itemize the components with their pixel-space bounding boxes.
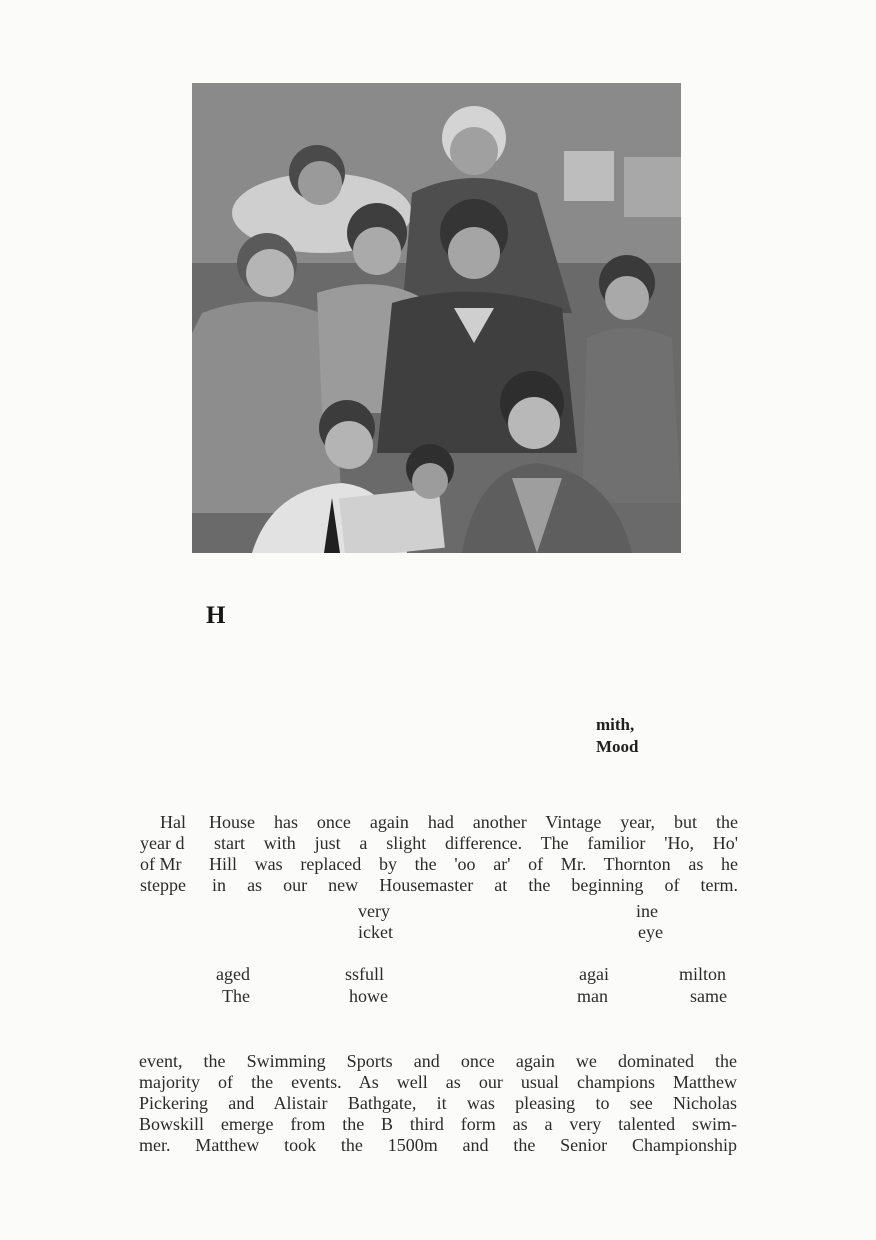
fragment-eye: eye [638, 922, 663, 942]
paragraph1-line-2: start with just a slight difference. The familior 'Ho, Ho' [214, 833, 738, 853]
paragraph1-line-4: in as our new Housemaster at the beginning of term. [212, 875, 738, 895]
fragment-the: The [222, 986, 250, 1006]
section-heading-initial: H [206, 602, 226, 629]
left-fragment-3: of Mr [140, 854, 182, 874]
paragraph1-line-1: House has once again had another Vintage year, but the [209, 812, 738, 832]
caption-line-1: mith, [596, 715, 635, 734]
fragment-milton: milton [679, 964, 727, 984]
paragraph2-line-1: event, the Swimming Sports and once again we dominated the [139, 1051, 737, 1071]
paragraph2-line-4: Bowskill emerge from the B third form as a very talented swim- [139, 1114, 737, 1134]
fragment-very: very [358, 901, 390, 921]
left-fragment-4: steppe [140, 875, 186, 895]
left-fragment-1: Hal [160, 812, 186, 832]
paragraph2-line-5: mer. Matthew took the 1500m and the Senior Championship [139, 1135, 737, 1155]
fragment-same: same [690, 986, 727, 1006]
paragraph1-line-3: Hill was replaced by the 'oo ar' of Mr. Thornton as he [209, 854, 738, 874]
fragment-icket: icket [358, 922, 393, 942]
fragment-aged: aged [216, 964, 250, 984]
fragment-agai: agai [579, 964, 609, 984]
fragment-ine: ine [636, 901, 658, 921]
paragraph2-line-3: Pickering and Alistair Bathgate, it was pleasing to see Nicholas [139, 1093, 737, 1113]
fragment-man: man [577, 986, 608, 1006]
fragment-ssfull: ssfull [345, 964, 385, 984]
left-fragment-2: year d [140, 833, 185, 853]
fragment-howe: howe [349, 986, 388, 1006]
paragraph2-line-2: majority of the events. As well as our usual champions Matthew [139, 1072, 737, 1092]
group-photo [192, 83, 681, 553]
caption-line-2: Mood [596, 737, 639, 756]
